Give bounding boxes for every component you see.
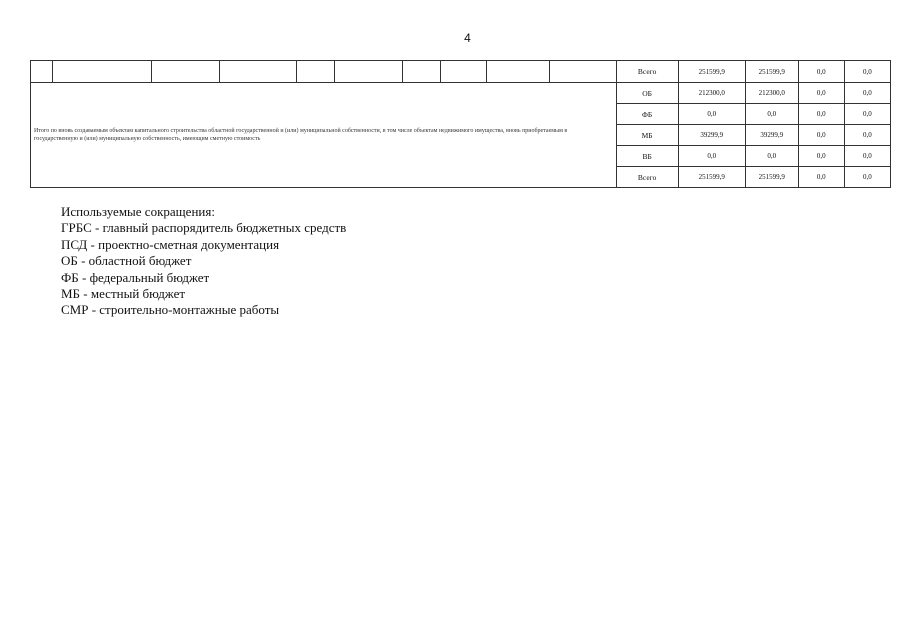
value-cell: 0,0 [798, 104, 844, 125]
table-cell-empty [53, 61, 152, 83]
funding-source-cell: ОБ [616, 83, 678, 104]
table-cell-empty [335, 61, 403, 83]
value-cell: 0,0 [844, 125, 890, 146]
table-cell-empty [403, 61, 441, 83]
value-cell: 39299,9 [745, 125, 798, 146]
value-cell: 0,0 [844, 104, 890, 125]
table-row [31, 61, 891, 83]
total-description-cell: Итого по вновь создаваемым объектам капитального строительства областной государственной и (или) муниципальной собственности, в том числе объектам недвижимого имущества, вновь приобретаемым в государственную и (или) муниципальную собственность, имеющим сметную стоимость [31, 83, 617, 188]
value-cell: 0,0 [798, 125, 844, 146]
value-cell: 0,0 [844, 146, 890, 167]
legend-item: СМР - строительно-монтажные работы [61, 302, 280, 318]
page-number: 4 [464, 31, 471, 45]
budget-table [30, 60, 891, 188]
value-cell: 251599,9 [745, 61, 798, 83]
value-cell: 0,0 [678, 146, 745, 167]
value-cell: 212300,0 [745, 83, 798, 104]
table-cell-empty [487, 61, 549, 83]
value-cell: 251599,9 [745, 167, 798, 188]
value-cell: 0,0 [844, 167, 890, 188]
value-cell: 0,0 [745, 146, 798, 167]
value-cell: 0,0 [798, 167, 844, 188]
funding-source-cell: МБ [616, 125, 678, 146]
value-cell: 0,0 [678, 104, 745, 125]
legend-item: ГРБС - главный распорядитель бюджетных средств [61, 220, 347, 236]
abbreviations-legend [61, 204, 346, 319]
legend-item: МБ - местный бюджет [61, 286, 186, 302]
table-cell-empty [549, 61, 616, 83]
value-cell: 251599,9 [678, 167, 745, 188]
legend-item: ОБ - областной бюджет [61, 253, 192, 269]
table-cell-empty [220, 61, 297, 83]
legend-title: Используемые сокращения: [61, 204, 215, 219]
value-cell: 0,0 [798, 83, 844, 104]
table-cell-empty [152, 61, 220, 83]
table-row [31, 83, 891, 104]
value-cell: 0,0 [798, 61, 844, 83]
value-cell: 251599,9 [678, 61, 745, 83]
value-cell: 0,0 [798, 146, 844, 167]
funding-source-cell: Всего [616, 167, 678, 188]
legend-item: ФБ - федеральный бюджет [61, 269, 210, 285]
funding-source-cell: ВБ [616, 146, 678, 167]
value-cell: 0,0 [844, 83, 890, 104]
funding-source-cell: ФБ [616, 104, 678, 125]
value-cell: 39299,9 [678, 125, 745, 146]
table-cell-empty [297, 61, 335, 83]
legend-item: ПСД - проектно-сметная документация [61, 236, 280, 252]
value-cell: 212300,0 [678, 83, 745, 104]
table-cell-empty [441, 61, 487, 83]
value-cell: 0,0 [844, 61, 890, 83]
value-cell: 0,0 [745, 104, 798, 125]
funding-source-cell: Всего [616, 61, 678, 83]
table-cell-empty [31, 61, 53, 83]
